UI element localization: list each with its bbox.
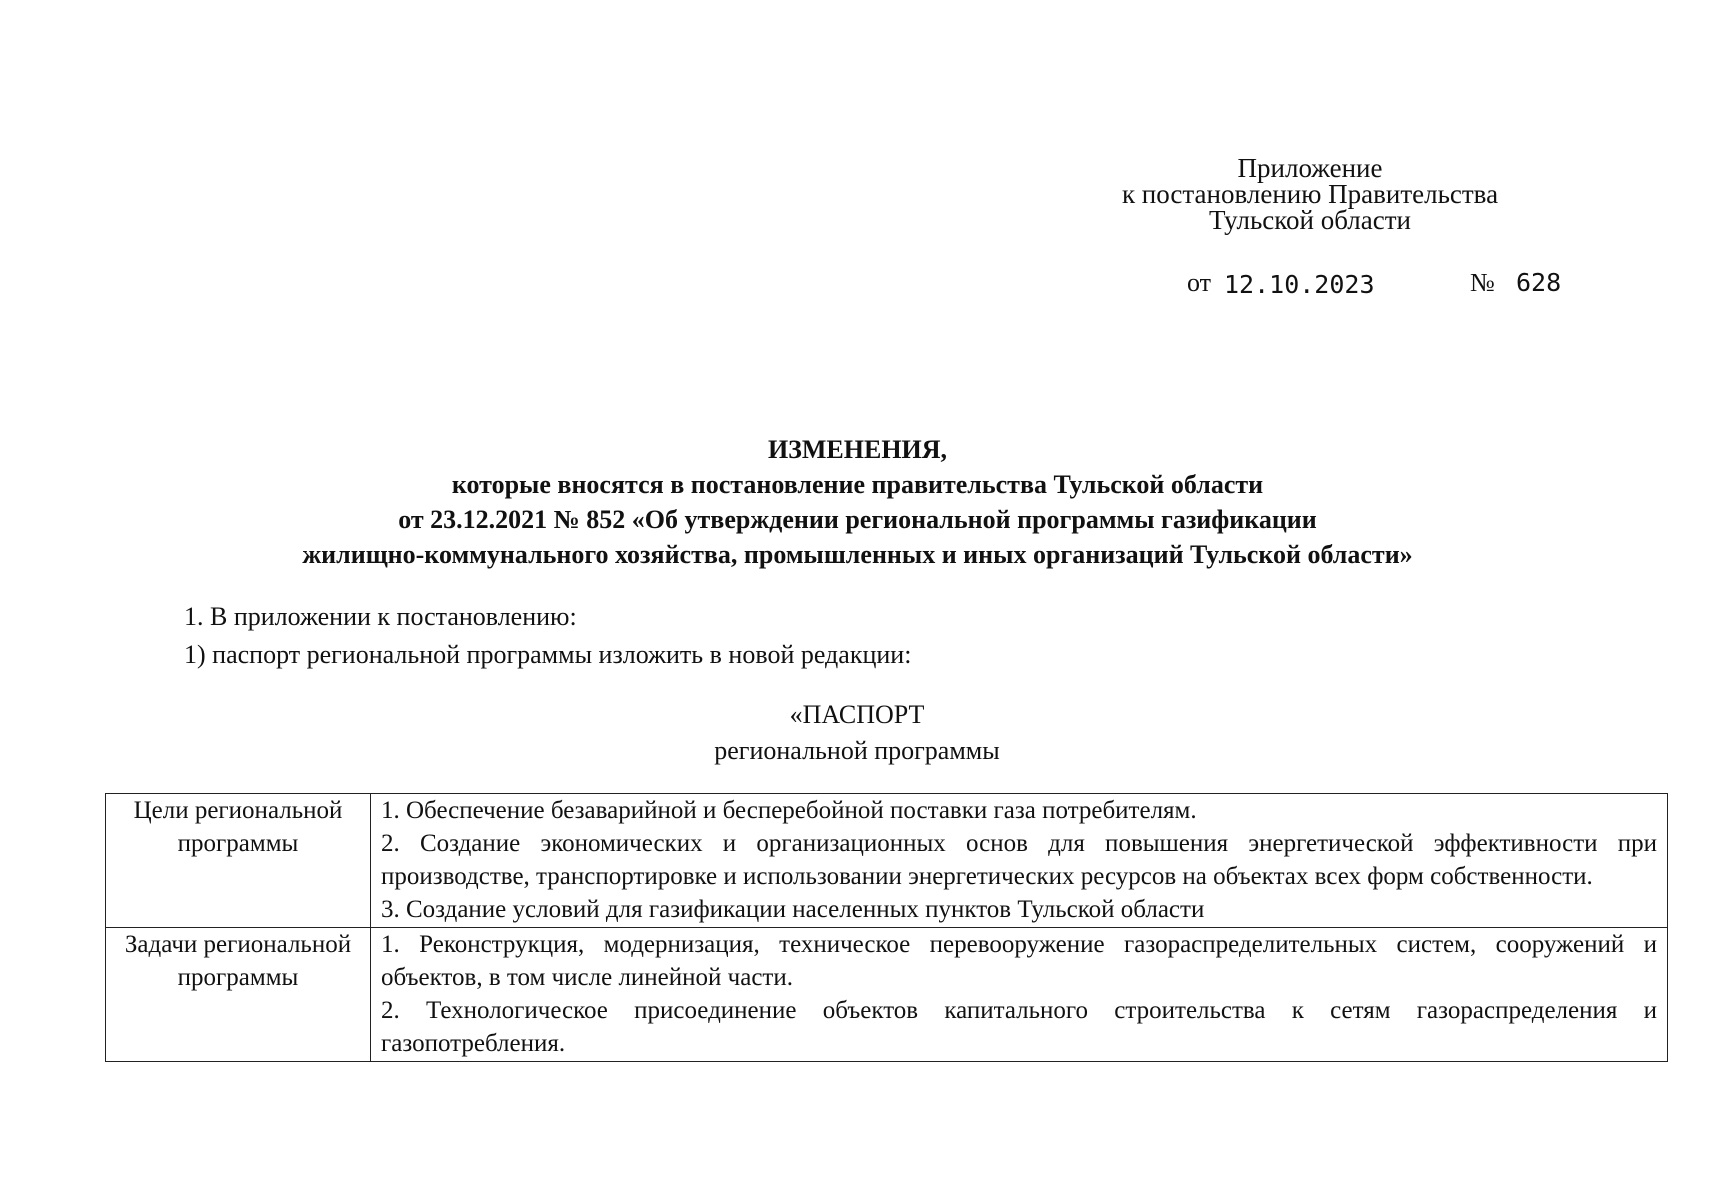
row-content-goals <box>371 794 1668 928</box>
task-item-1: 1. Реконструкция, модернизация, техническое перевооружение газораспределительных систем, сооружений и объектов, в том числе линейной части. <box>381 931 1657 991</box>
document-title <box>200 432 1515 572</box>
decree-number: 628 <box>1516 268 1562 297</box>
table-row <box>106 794 1668 928</box>
decree-date-label: от <box>1187 268 1212 297</box>
goal-item-3: 3. Создание условий для газификации населенных пунктов Тульской области <box>381 896 1205 923</box>
row-label-goals: Цели региональной программы <box>106 794 371 928</box>
appendix-line-2: к постановлению Правительства <box>1121 179 1499 209</box>
row-label-tasks: Задачи региональной программы <box>106 928 371 1062</box>
title-line-3: от 23.12.2021 № 852 «Об утверждении региональной программы газификации <box>398 505 1317 534</box>
appendix-line-3: Тульской области <box>1209 205 1411 235</box>
task-item-2: 2. Технологическое присоединение объектов капитального строительства к сетям газораспределения и газопотребления. <box>381 997 1657 1057</box>
passport-subtitle: региональной программы <box>714 736 1000 765</box>
decree-date: 12.10.2023 <box>1224 270 1375 299</box>
paragraph-2: 1) паспорт региональной программы изложить в новой редакции: <box>184 640 912 669</box>
title-line-2: которые вносятся в постановление правительства Тульской области <box>451 470 1264 499</box>
goal-item-2: 2. Создание экономических и организационных основ для повышения энергетической эффективности при производстве, транспортировке и использовании энергетических ресурсов на объектах всех форм собственности. <box>381 830 1657 890</box>
row-content-tasks <box>371 928 1668 1062</box>
appendix-header <box>1120 155 1500 233</box>
appendix-line-1: Приложение <box>1237 153 1383 183</box>
passport-heading <box>560 697 1154 769</box>
passport-title: «ПАСПОРТ <box>789 700 925 729</box>
title-line-4: жилищно-коммунального хозяйства, промышленных и иных организаций Тульской области» <box>302 540 1413 569</box>
goal-item-1: 1. Обеспечение безаварийной и бесперебойной поставки газа потребителям. <box>381 797 1197 824</box>
table-row <box>106 928 1668 1062</box>
passport-table <box>105 793 1668 1062</box>
decree-number-label: № <box>1470 268 1495 297</box>
title-heading: ИЗМЕНЕНИЯ, <box>767 435 948 464</box>
paragraph-1: 1. В приложении к постановлению: <box>184 602 577 631</box>
